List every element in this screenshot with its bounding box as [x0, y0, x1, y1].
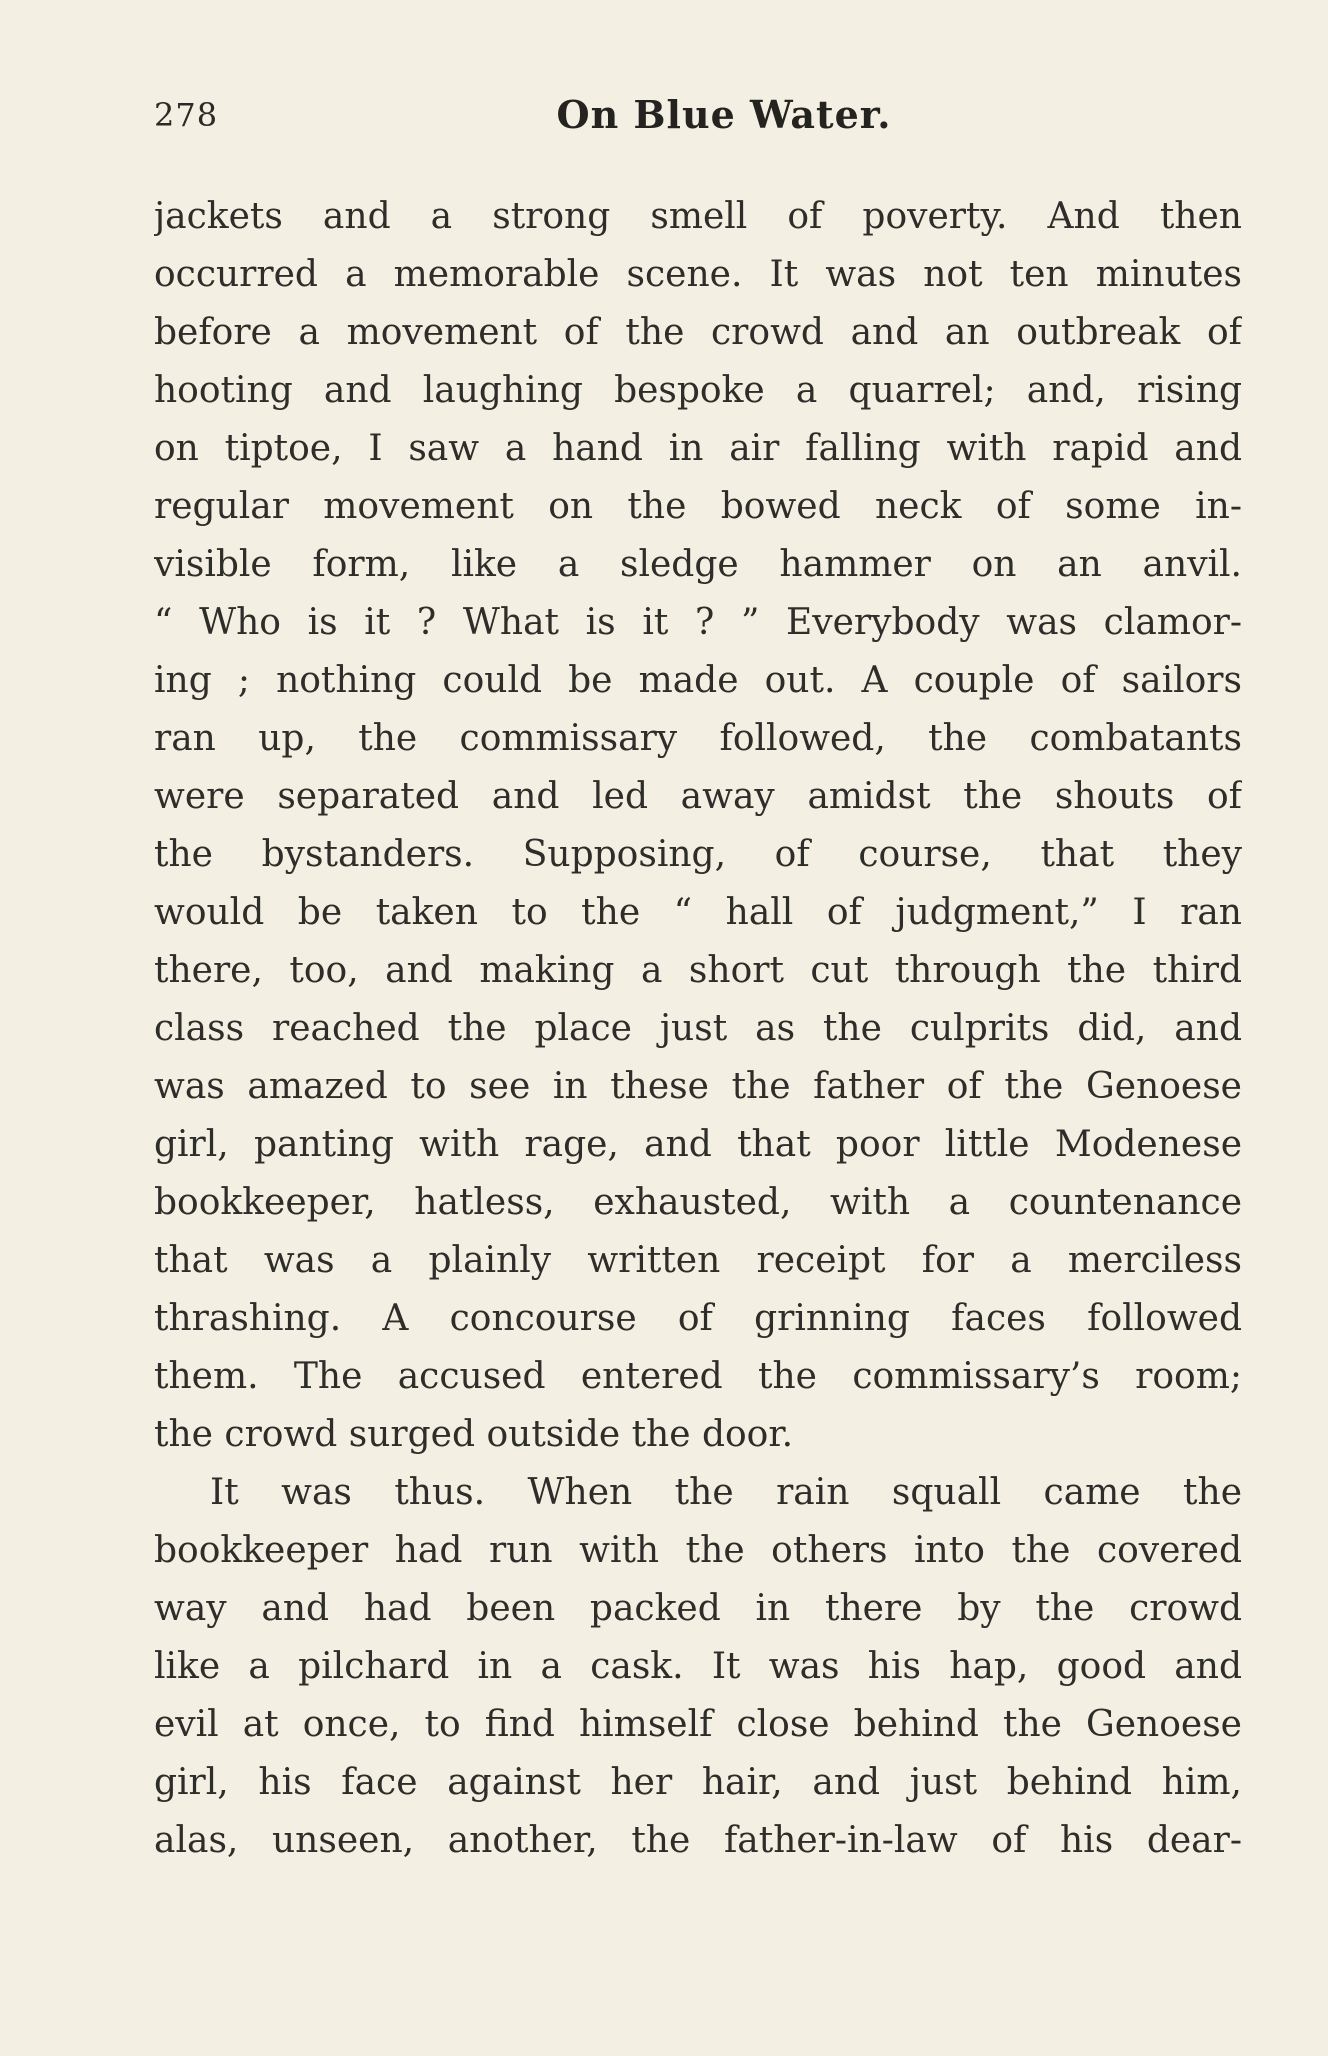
page-number: 278	[154, 96, 219, 134]
text-line: bookkeeper, hatless, exhausted, with a countenance	[154, 1182, 1242, 1223]
text-line: visible form, like a sledge hammer on an anvil.	[154, 544, 1242, 585]
text-line: thrashing. A concourse of grinning faces followed	[154, 1298, 1242, 1339]
text-line: the bystanders. Supposing, of course, that they	[154, 834, 1242, 875]
text-line: on tiptoe, I saw a hand in air falling with rapid and	[154, 428, 1242, 469]
text-line: there, too, and making a short cut through the third	[154, 950, 1242, 991]
text-line: “ Who is it ? What is it ? ” Everybody was clamor-	[154, 602, 1242, 643]
text-line: way and had been packed in there by the crowd	[154, 1588, 1242, 1629]
text-line: occurred a memorable scene. It was not ten minutes	[154, 254, 1242, 295]
text-line: like a pilchard in a cask. It was his hap, good and	[154, 1646, 1242, 1687]
text-line: was amazed to see in these the father of the Genoese	[154, 1066, 1242, 1107]
text-line: It was thus. When the rain squall came the	[210, 1472, 1242, 1513]
text-line: would be taken to the “ hall of judgment,” I ran	[154, 892, 1242, 933]
page-header	[154, 92, 1242, 148]
text-line: that was a plainly written receipt for a merciless	[154, 1240, 1242, 1281]
text-line: girl, his face against her hair, and just behind him,	[154, 1762, 1242, 1803]
text-line: were separated and led away amidst the shouts of	[154, 776, 1242, 817]
text-line: regular movement on the bowed neck of some in-	[154, 486, 1242, 527]
text-line: girl, panting with rage, and that poor little Modenese	[154, 1124, 1242, 1165]
text-line: alas, unseen, another, the father-in-law of his dear-	[154, 1820, 1242, 1861]
text-line: the crowd surged outside the door.	[154, 1414, 794, 1455]
text-line: class reached the place just as the culprits did, and	[154, 1008, 1242, 1049]
text-line: them. The accused entered the commissary’s room;	[154, 1356, 1242, 1397]
text-line: jackets and a strong smell of poverty. And then	[154, 196, 1242, 237]
body-text	[154, 188, 1242, 1870]
text-line: ing ; nothing could be made out. A couple of sailors	[154, 660, 1242, 701]
text-line: bookkeeper had run with the others into the covered	[154, 1530, 1242, 1571]
text-line: evil at once, to find himself close behind the Genoese	[154, 1704, 1242, 1745]
text-line: hooting and laughing bespoke a quarrel; and, rising	[154, 370, 1242, 411]
text-line: ran up, the commissary followed, the combatants	[154, 718, 1242, 759]
text-line: before a movement of the crowd and an outbreak of	[154, 312, 1242, 353]
running-title: On Blue Water.	[556, 92, 892, 137]
